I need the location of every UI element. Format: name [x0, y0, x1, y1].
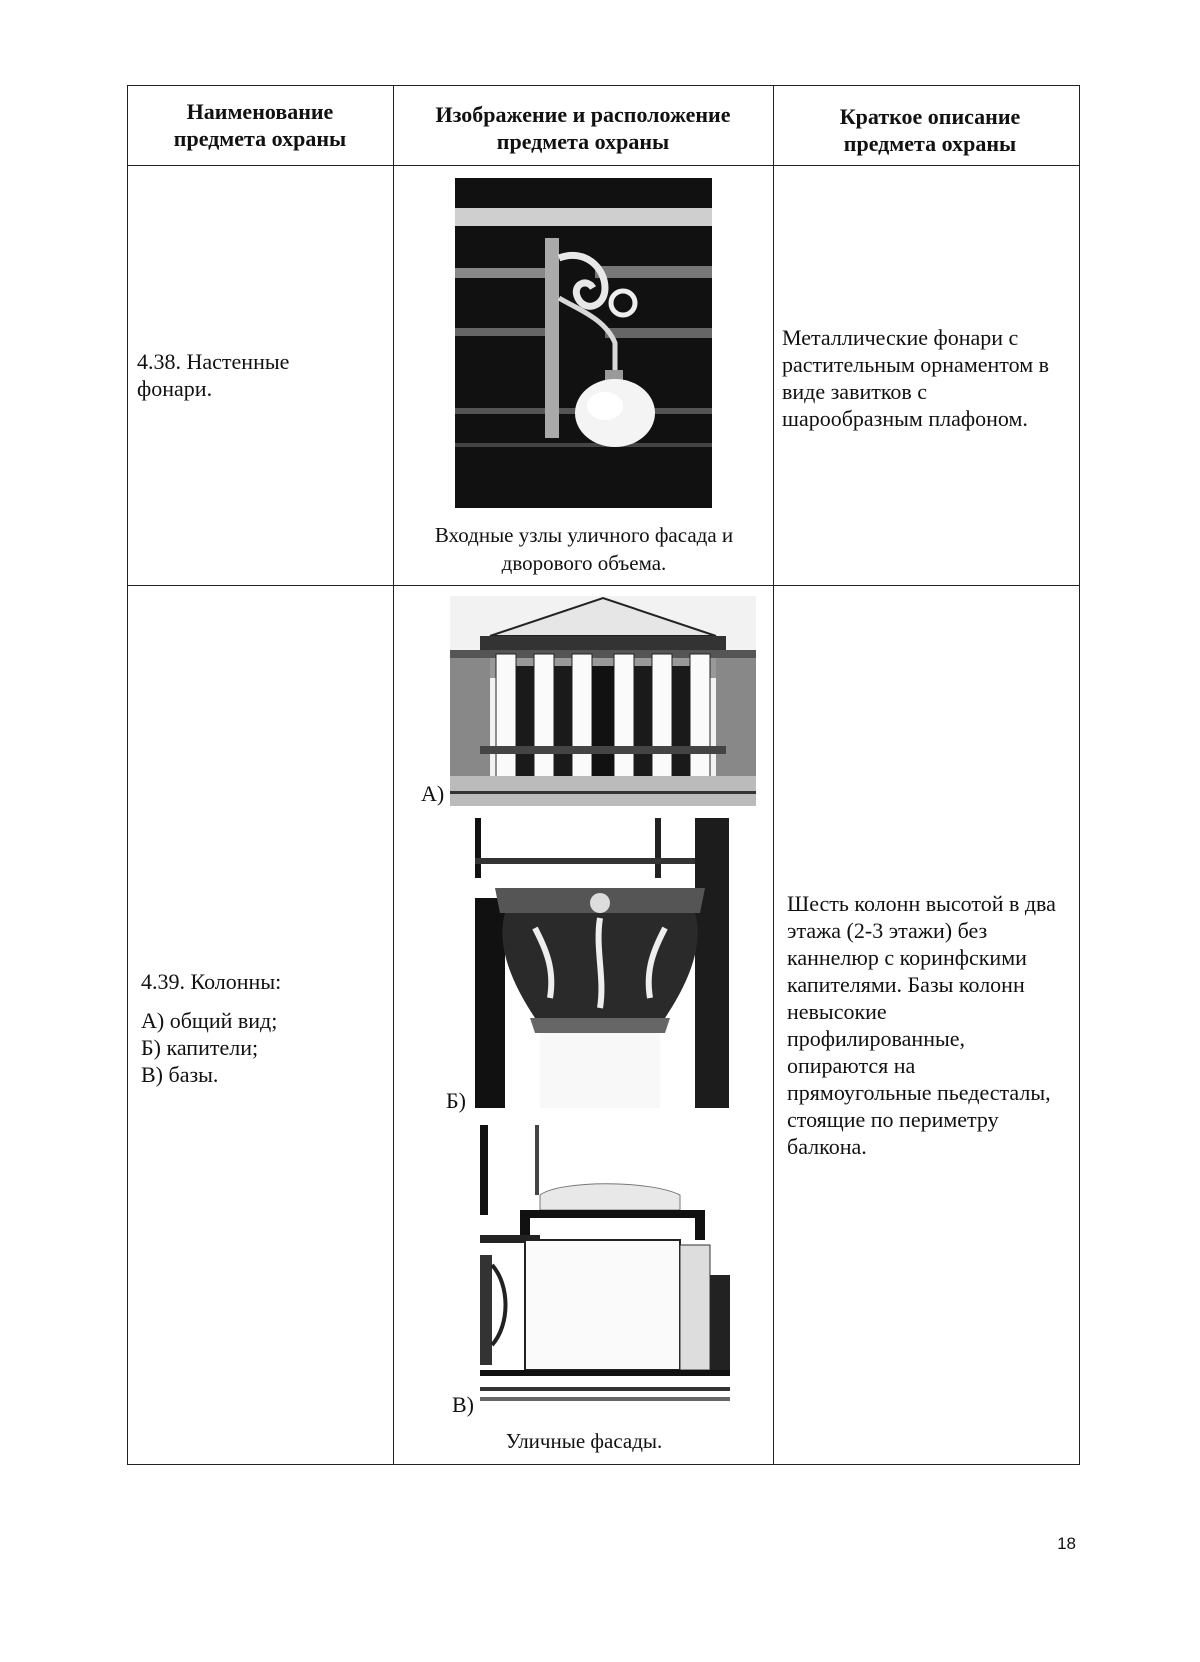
- column-capital-photo: [475, 818, 729, 1108]
- item-b: Б) капители;: [141, 1035, 259, 1060]
- item-c: В) базы.: [141, 1062, 219, 1087]
- column-divider: [773, 85, 774, 1465]
- column-divider: [393, 85, 394, 1465]
- columns-caption: Уличные фасады.: [505, 1429, 663, 1453]
- photo-label-b: Б): [446, 1088, 466, 1113]
- item-a: А) общий вид;: [141, 1008, 278, 1033]
- lantern-photo: [455, 178, 712, 508]
- columns-general-view-photo: [450, 596, 756, 806]
- row-name-4-39: 4.39. Колонны:: [141, 969, 282, 994]
- column-base-photo: [480, 1125, 730, 1407]
- row-name-4-38: 4.38. Настенные фонари.: [137, 349, 290, 401]
- row-divider: [127, 165, 1080, 166]
- row-description-4-38: Металлические фонари с растительным орнаментом в виде завитков с шарообразным плафоном.: [782, 325, 1049, 431]
- row-divider: [127, 585, 1080, 586]
- photo-label-a: А): [421, 781, 445, 806]
- header-image: Изображение и расположение предмета охраны: [435, 102, 731, 154]
- photo-label-c: В): [452, 1392, 474, 1417]
- page-number: 18: [1057, 1534, 1076, 1553]
- header-description: Краткое описание предмета охраны: [839, 104, 1021, 156]
- header-name: Наименование предмета охраны: [173, 99, 347, 151]
- row-description-4-39: Шесть колонн высотой в два этажа (2-3 этажи) без каннелюр с коринфскими капителями. Базы колонн невысокие профилированные, опираются на прямоугольные пьедесталы, стоящие по периметру балкона.: [787, 891, 1056, 1159]
- lantern-caption: Входные узлы уличного фасада и дворового объема.: [434, 523, 734, 575]
